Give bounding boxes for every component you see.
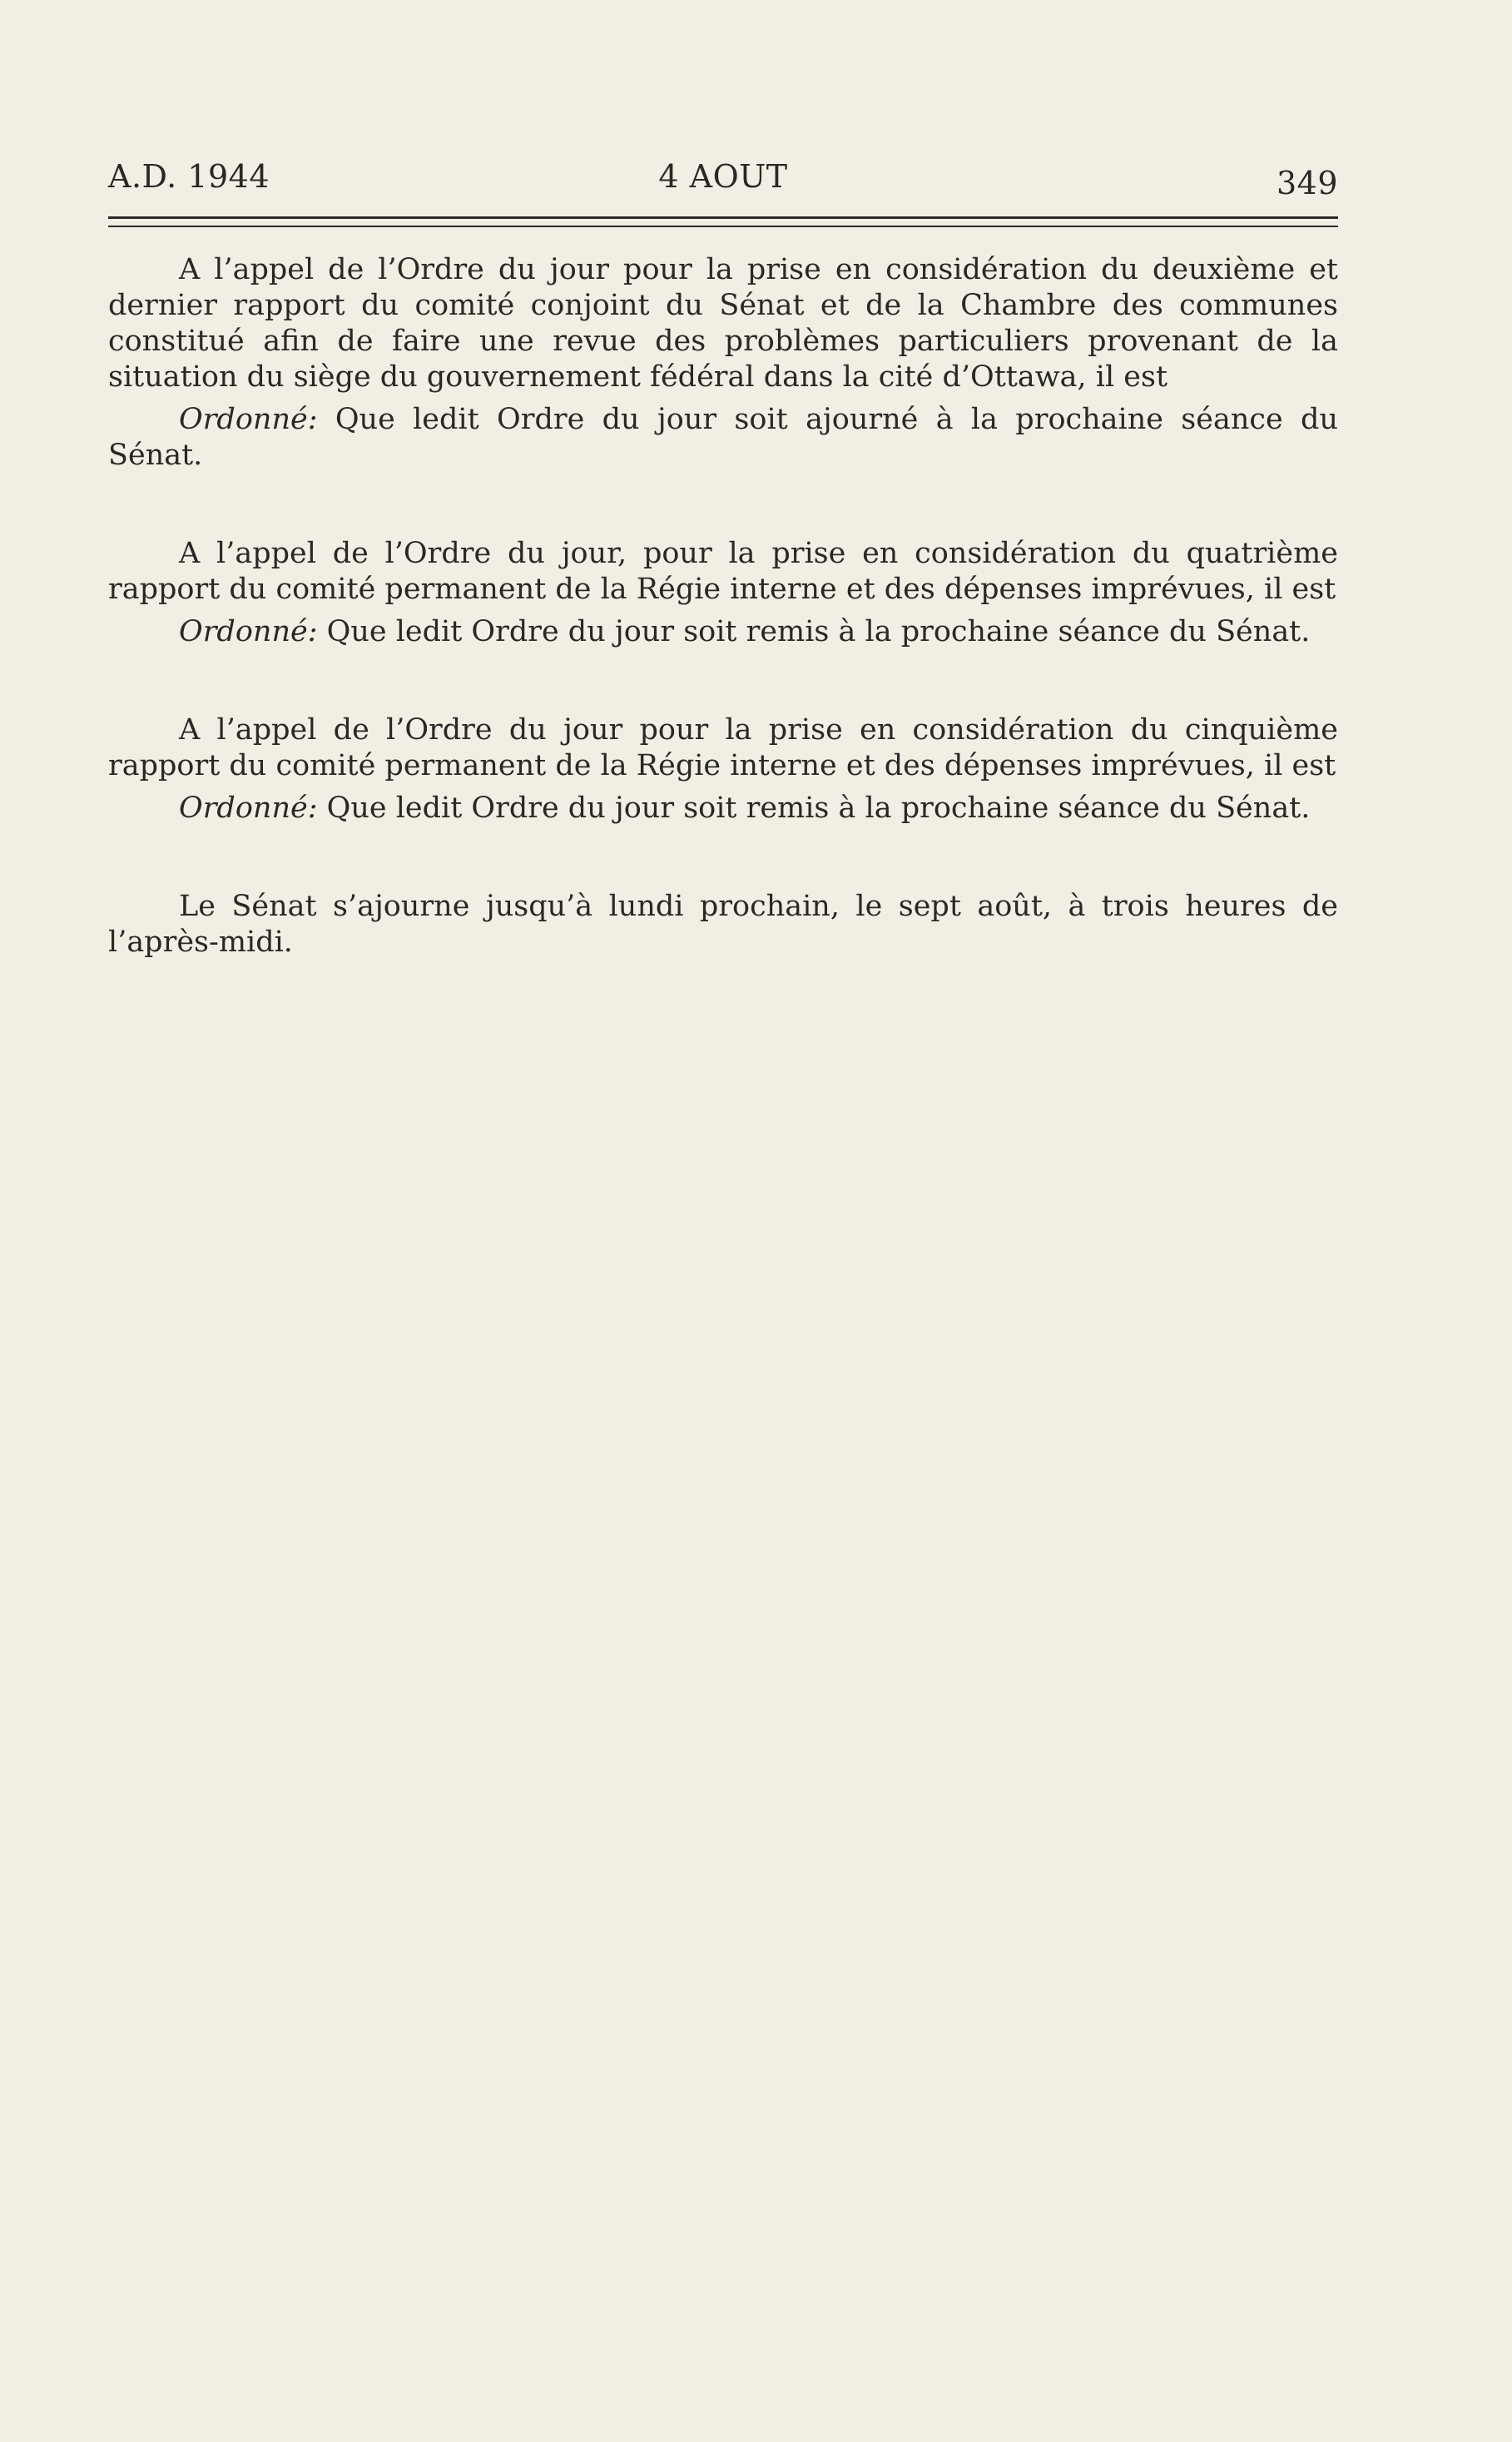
header-double-rule (108, 216, 1338, 227)
entry-2-order-text: Que ledit Ordre du jour soit remis à la prochaine séance du Sénat. (317, 615, 1311, 648)
entry-2-order-label: Ordonné: (179, 615, 318, 648)
adjournment-paragraph: Le Sénat s’ajourne jusqu’à lundi prochain, le sept août, à trois heures de l’après-midi. (108, 890, 1338, 959)
header-date: 4 AOUT (658, 158, 788, 195)
entry-3-order-label: Ordonné: (179, 792, 318, 825)
running-head (108, 158, 1338, 208)
entry-3-order (108, 791, 1338, 826)
entry-3 (108, 712, 1338, 826)
entry-2-order (108, 614, 1338, 650)
entry-3-text: A l’appel de l’Ordre du jour pour la prise en considération du cinquième rapport du comité permanent de la Régie interne et des dépenses imprévues, il est (108, 713, 1338, 782)
entry-3-order-text: Que ledit Ordre du jour soit remis à la prochaine séance du Sénat. (317, 792, 1311, 825)
entry-1-order-label: Ordonné: (179, 403, 318, 436)
body-text (108, 252, 1338, 960)
header-year: A.D. 1944 (108, 158, 270, 195)
document-page (108, 158, 1338, 960)
entry-1-order-text: Que ledit Ordre du jour soit ajourné à la prochaine séance du Sénat. (108, 403, 1338, 472)
entry-2 (108, 536, 1338, 650)
entry-1-text: A l’appel de l’Ordre du jour pour la prise en considération du deuxième et dernier rapport du comité conjoint du Sénat et de la Chambre des communes constitué afin de faire une revue des problèmes particuliers provenant de la situation du siège du gouvernement fédéral dans la cité d’Ottawa, il est (108, 253, 1338, 394)
entry-1 (108, 252, 1338, 474)
page-number: 349 (1276, 165, 1338, 201)
entry-2-text: A l’appel de l’Ordre du jour, pour la prise en considération du quatrième rapport du comité permanent de la Régie interne et des dépenses imprévues, il est (108, 537, 1338, 606)
entry-1-order (108, 402, 1338, 474)
